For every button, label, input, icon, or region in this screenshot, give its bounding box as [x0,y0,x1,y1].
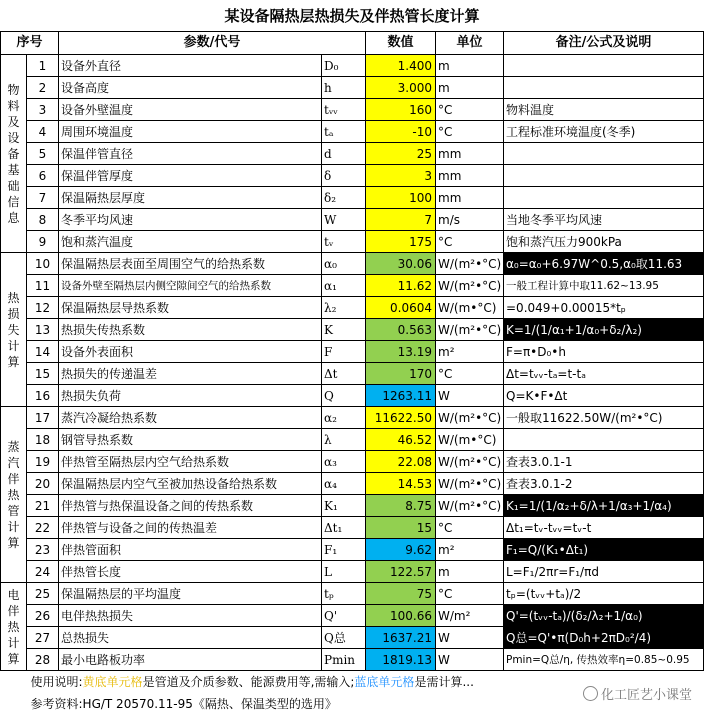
header-seq: 序号 [1,32,59,55]
param-note: tₚ=(tᵥᵥ+tₐ)/2 [504,583,704,605]
param-symbol: Pmin [322,649,366,671]
param-value[interactable]: 3 [366,165,436,187]
param-symbol: K₁ [322,495,366,517]
param-symbol: α₂ [322,407,366,429]
param-name: 保温隔热层的平均温度 [59,583,322,605]
table-row [1,363,704,385]
param-value[interactable]: 170 [366,363,436,385]
table-row [1,165,704,187]
row-number: 11 [27,275,59,297]
header-value: 数值 [366,32,436,55]
table-row [1,297,704,319]
param-unit: W/(m²•°C) [436,407,504,429]
row-number: 21 [27,495,59,517]
param-unit: W [436,385,504,407]
row-number: 5 [27,143,59,165]
table-row [1,561,704,583]
param-symbol: α₄ [322,473,366,495]
table-row [1,187,704,209]
usage-note: 使用说明:黄底单元格是管道及介质参数、能源费用等,需输入;蓝底单元格是需计算... [1,671,704,694]
param-symbol: tₐ [322,121,366,143]
param-unit: m² [436,341,504,363]
table-row [1,627,704,649]
param-value[interactable]: 9.62 [366,539,436,561]
table-row [1,55,704,77]
param-unit: W/(m•°C) [436,297,504,319]
param-symbol: λ [322,429,366,451]
param-name: 伴热管长度 [59,561,322,583]
param-name: 热损失负荷 [59,385,322,407]
table-row [1,143,704,165]
param-note: Δt=tᵥᵥ-tₐ=t-tₐ [504,363,704,385]
table-row [1,253,704,275]
param-value[interactable]: 25 [366,143,436,165]
param-name: 热损失的传递温差 [59,363,322,385]
param-name: 设备外直径 [59,55,322,77]
param-symbol: D₀ [322,55,366,77]
param-unit: mm [436,143,504,165]
param-value[interactable]: 8.75 [366,495,436,517]
table-row [1,319,704,341]
row-number: 20 [27,473,59,495]
param-note: K=1/(1/α₁+1/α₀+δ₂/λ₂) [504,319,704,341]
row-number: 25 [27,583,59,605]
param-name: 饱和蒸汽温度 [59,231,322,253]
param-symbol: λ₂ [322,297,366,319]
header-param: 参数/代号 [59,32,366,55]
param-name: 伴热管与设备之间的传热温差 [59,517,322,539]
row-number: 10 [27,253,59,275]
param-unit: m [436,77,504,99]
param-note [504,77,704,99]
param-note [504,165,704,187]
param-unit: W/(m²•°C) [436,473,504,495]
table-row [1,99,704,121]
wechat-icon [583,686,598,701]
row-number: 24 [27,561,59,583]
param-symbol: h [322,77,366,99]
param-unit: °C [436,583,504,605]
header-unit: 单位 [436,32,504,55]
row-number: 22 [27,517,59,539]
group-label: 蒸 汽 伴 热 管 计 算 [1,407,27,583]
param-symbol: d [322,143,366,165]
table-row [1,539,704,561]
param-unit: m² [436,539,504,561]
param-unit: W/(m²•°C) [436,495,504,517]
param-unit: W/(m²•°C) [436,253,504,275]
param-value[interactable]: 100 [366,187,436,209]
param-name: 总热损失 [59,627,322,649]
param-symbol: F₁ [322,539,366,561]
row-number: 18 [27,429,59,451]
table-row [1,407,704,429]
param-name: 保温伴管厚度 [59,165,322,187]
row-number: 8 [27,209,59,231]
row-number: 15 [27,363,59,385]
param-value[interactable]: 13.19 [366,341,436,363]
param-value[interactable]: 75 [366,583,436,605]
table-row [1,605,704,627]
table-row [1,473,704,495]
sheet-title: 某设备隔热层热损失及伴热管长度计算 [1,0,704,32]
group-label: 热 损 失 计 算 [1,253,27,407]
param-name: 周围环境温度 [59,121,322,143]
row-number: 27 [27,627,59,649]
param-symbol: K [322,319,366,341]
table-row [1,517,704,539]
param-note [504,187,704,209]
param-name: 保温隔热层内空气至被加热设备给热系数 [59,473,322,495]
row-number: 6 [27,165,59,187]
param-unit: °C [436,363,504,385]
param-note: 一般工程计算中取11.62~13.95 [504,275,704,297]
param-unit: °C [436,517,504,539]
param-note: Q总=Q'•π(D₀h+2πD₀²/4) [504,627,704,649]
param-value[interactable]: 3.000 [366,77,436,99]
param-value[interactable]: 100.66 [366,605,436,627]
row-number: 2 [27,77,59,99]
param-unit: °C [436,121,504,143]
param-value[interactable]: 0.0604 [366,297,436,319]
param-value[interactable]: 46.52 [366,429,436,451]
param-name: 热损失传热系数 [59,319,322,341]
param-unit: W/(m²•°C) [436,275,504,297]
param-name: 保温隔热层表面至周围空气的给热系数 [59,253,322,275]
param-note: 一般取11622.50W/(m²•°C) [504,407,704,429]
param-unit: W/m² [436,605,504,627]
param-unit: W/(m²•°C) [436,451,504,473]
param-note: Pmin=Q总/η, 传热效率η=0.85~0.95 [504,649,704,671]
table-row [1,275,704,297]
param-unit: m/s [436,209,504,231]
param-symbol: δ [322,165,366,187]
row-number: 17 [27,407,59,429]
param-symbol: α₁ [322,275,366,297]
param-unit: mm [436,165,504,187]
param-note [504,55,704,77]
row-number: 19 [27,451,59,473]
table-row [1,341,704,363]
table-row [1,77,704,99]
param-value[interactable]: 1819.13 [366,649,436,671]
row-number: 12 [27,297,59,319]
param-note: 饱和蒸汽压力900kPa [504,231,704,253]
param-symbol: tₚ [322,583,366,605]
param-value[interactable]: 175 [366,231,436,253]
table-row [1,231,704,253]
param-note: Q'=(tᵥᵥ-tₐ)/(δ₂/λ₂+1/α₀) [504,605,704,627]
group-label: 物 料 及 设 备 基 础 信 息 [1,55,27,253]
param-name: 设备外壁至隔热层内侧空隙间空气的给热系数 [59,275,322,297]
watermark: 化工匠艺小课堂 [581,684,694,703]
param-note: F₁=Q/(K₁•Δt₁) [504,539,704,561]
param-note: 工程标准环境温度(冬季) [504,121,704,143]
table-row [1,209,704,231]
header-note: 备注/公式及说明 [504,32,704,55]
row-number: 16 [27,385,59,407]
param-note [504,143,704,165]
param-value[interactable]: 1.400 [366,55,436,77]
param-value[interactable]: 30.06 [366,253,436,275]
row-number: 13 [27,319,59,341]
reference-note: 参考资料:HG/T 20570.11-95《隔热、保温类型的选用》 [30,697,337,711]
param-unit: W [436,649,504,671]
row-number: 26 [27,605,59,627]
param-value[interactable]: 1637.21 [366,627,436,649]
row-number: 14 [27,341,59,363]
param-note: Δt₁=tᵥ-tᵥᵥ=tᵥ-t [504,517,704,539]
param-unit: W [436,627,504,649]
table-row [1,649,704,671]
param-name: 最小电路板功率 [59,649,322,671]
param-unit: W/(m•°C) [436,429,504,451]
param-name: 设备外壁温度 [59,99,322,121]
row-number: 28 [27,649,59,671]
table-row [1,385,704,407]
row-number: 9 [27,231,59,253]
param-symbol: Q' [322,605,366,627]
group-label: 电 伴 热 计 算 [1,583,27,671]
param-name: 保温隔热层导热系数 [59,297,322,319]
param-symbol: W [322,209,366,231]
param-value[interactable]: 11.62 [366,275,436,297]
param-symbol: Δt [322,363,366,385]
param-value[interactable]: 0.563 [366,319,436,341]
table-row [1,429,704,451]
param-symbol: L [322,561,366,583]
table-row [1,451,704,473]
param-name: 伴热管至隔热层内空气给热系数 [59,451,322,473]
row-number: 7 [27,187,59,209]
table-row [1,121,704,143]
param-note [504,429,704,451]
row-number: 1 [27,55,59,77]
param-unit: °C [436,99,504,121]
param-note: α₀=α₀+6.97W^0.5,α₀取11.63 [504,253,704,275]
param-symbol: tᵥ [322,231,366,253]
param-note: 查表3.0.1-1 [504,451,704,473]
param-note: K₁=1/(1/α₂+δ/λ+1/α₃+1/α₄) [504,495,704,517]
yellow-cell-legend: 黄底单元格 [82,675,143,689]
param-name: 保温隔热层厚度 [59,187,322,209]
param-name: 钢管导热系数 [59,429,322,451]
param-symbol: Q [322,385,366,407]
param-name: 冬季平均风速 [59,209,322,231]
param-value[interactable]: 11622.50 [366,407,436,429]
blue-cell-legend: 蓝底单元格 [354,675,415,689]
table-row [1,583,704,605]
param-symbol: α₀ [322,253,366,275]
param-value[interactable]: 22.08 [366,451,436,473]
param-symbol: Q总 [322,627,366,649]
row-number: 23 [27,539,59,561]
param-unit: mm [436,187,504,209]
param-value[interactable]: 160 [366,99,436,121]
table-row [1,495,704,517]
param-name: 设备高度 [59,77,322,99]
param-value[interactable]: 15 [366,517,436,539]
param-note: =0.049+0.00015*tₚ [504,297,704,319]
param-name: 保温伴管直径 [59,143,322,165]
param-note: L=F₁/2πr=F₁/πd [504,561,704,583]
param-note: 查表3.0.1-2 [504,473,704,495]
param-unit: W/(m²•°C) [436,319,504,341]
param-value[interactable]: 1263.11 [366,385,436,407]
row-number: 3 [27,99,59,121]
param-value[interactable]: -10 [366,121,436,143]
param-name: 蒸汽冷凝给热系数 [59,407,322,429]
param-value[interactable]: 7 [366,209,436,231]
param-symbol: Δt₁ [322,517,366,539]
param-symbol: F [322,341,366,363]
param-name: 电伴热热损失 [59,605,322,627]
param-value[interactable]: 14.53 [366,473,436,495]
param-note: Q=K•F•Δt [504,385,704,407]
param-value[interactable]: 122.57 [366,561,436,583]
param-symbol: δ₂ [322,187,366,209]
param-unit: m [436,55,504,77]
param-note: 当地冬季平均风速 [504,209,704,231]
param-name: 伴热管与热保温设备之间的传热系数 [59,495,322,517]
param-unit: m [436,561,504,583]
param-name: 伴热管面积 [59,539,322,561]
param-symbol: tᵥᵥ [322,99,366,121]
param-symbol: α₃ [322,451,366,473]
row-number: 4 [27,121,59,143]
param-note: F=π•D₀•h [504,341,704,363]
param-name: 设备外表面积 [59,341,322,363]
param-unit: °C [436,231,504,253]
param-note: 物料温度 [504,99,704,121]
